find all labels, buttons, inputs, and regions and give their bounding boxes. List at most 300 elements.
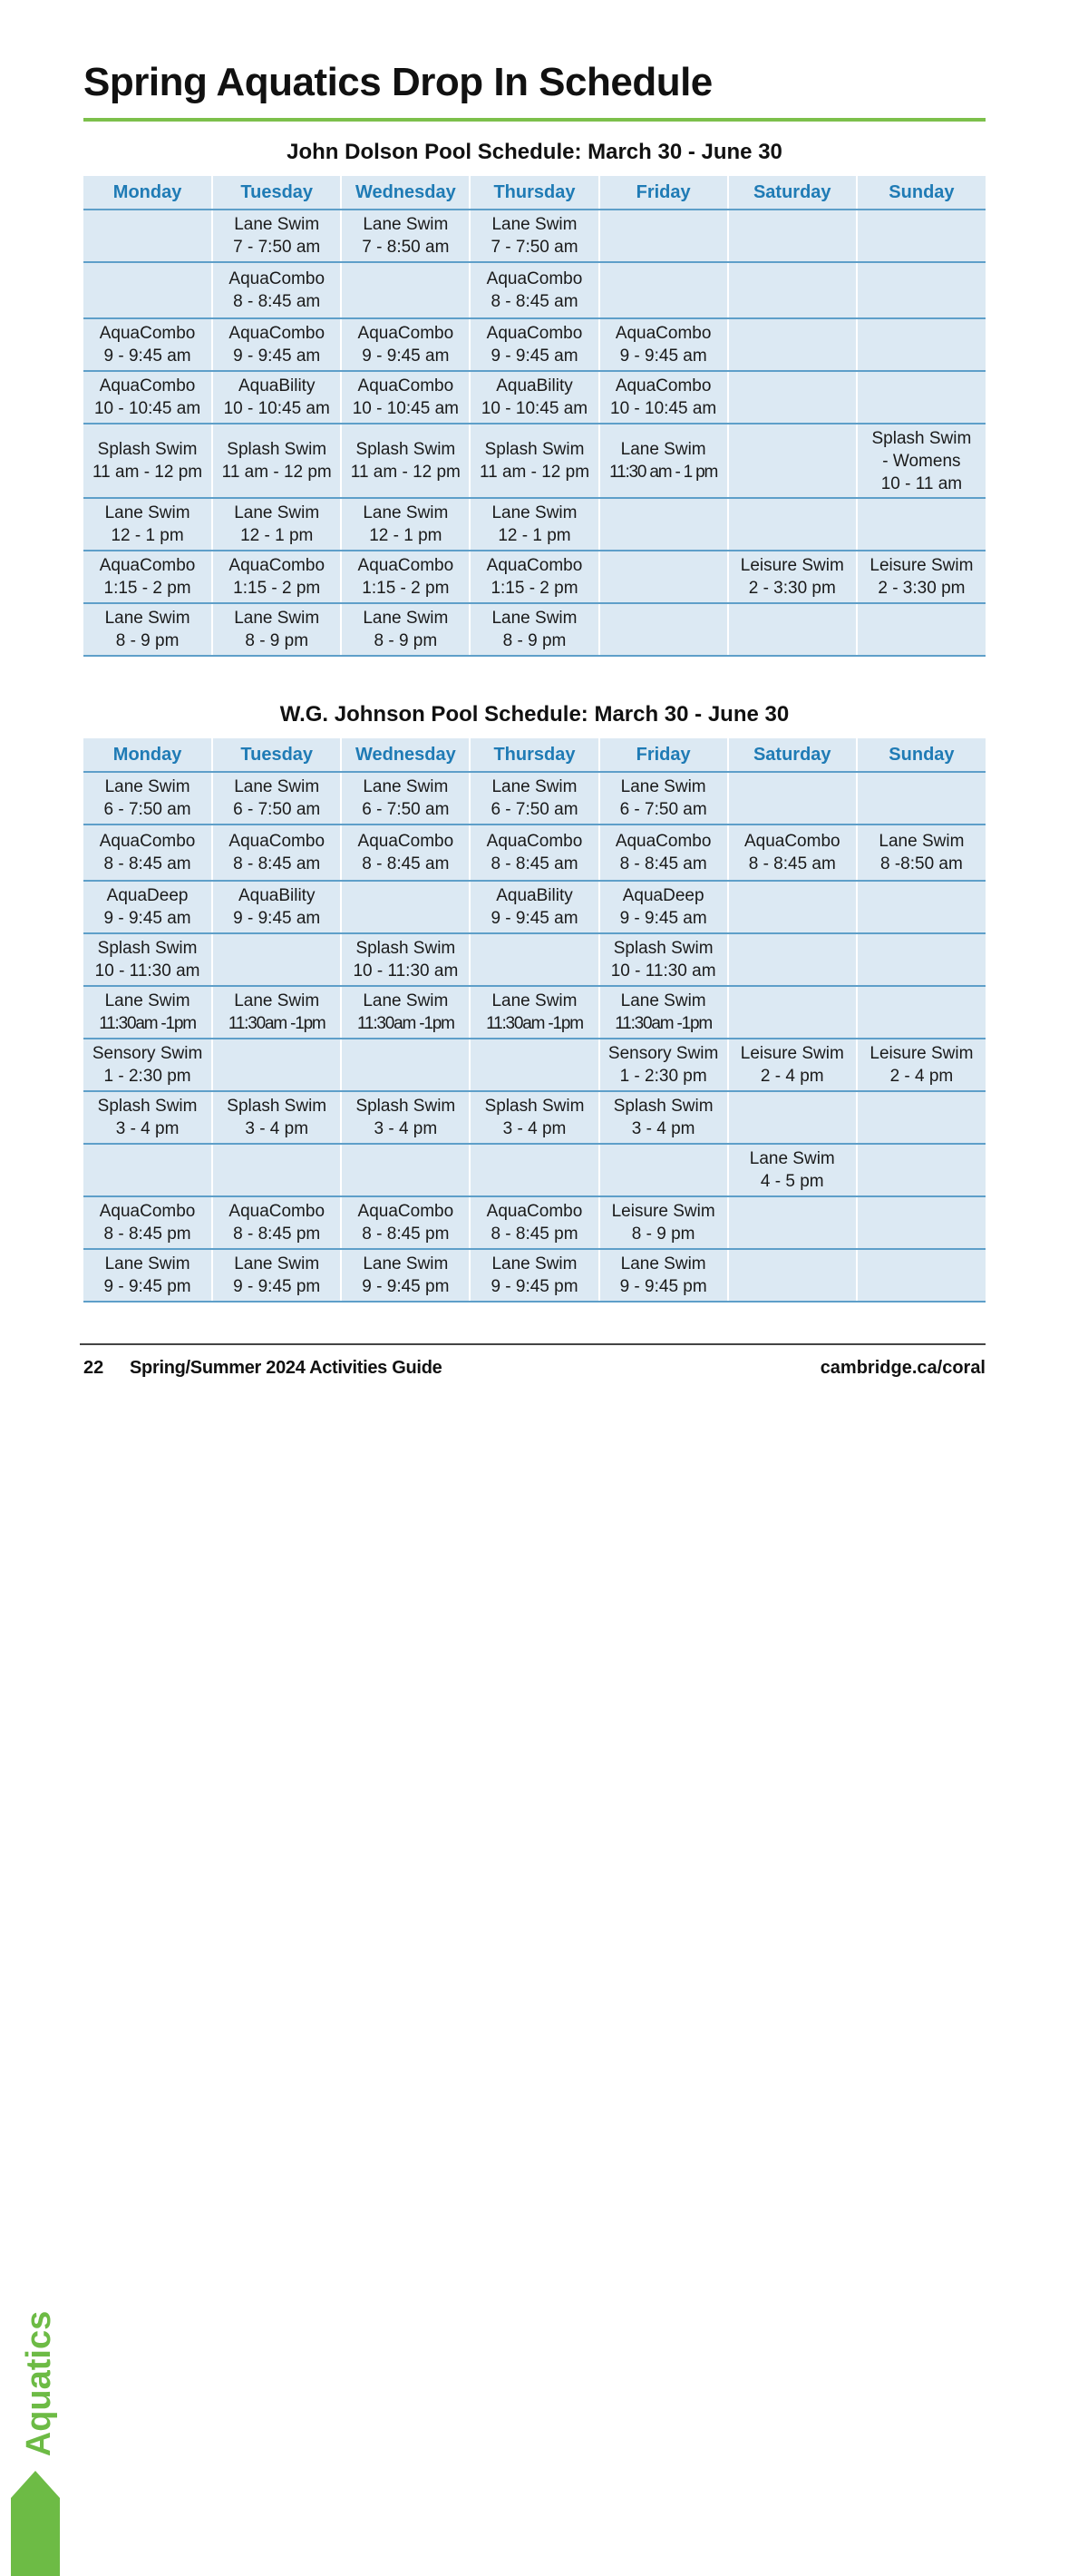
schedule-cell-wednesday [341, 933, 470, 986]
schedule-cell-monday [83, 210, 212, 262]
schedule-cell-friday [599, 210, 728, 262]
day-header-thursday: Thursday [470, 176, 598, 210]
session-name: Splash Swim [484, 440, 585, 459]
day-header-tuesday: Tuesday [212, 738, 341, 772]
schedule-cell-friday [599, 603, 728, 656]
session-name: Splash Swim [484, 1097, 585, 1116]
schedule-cell-monday [83, 1249, 212, 1302]
session-name: Lane Swim [491, 991, 578, 1010]
day-header-saturday: Saturday [728, 738, 857, 772]
schedule-cell-wednesday [341, 881, 470, 933]
schedule-cell-saturday [728, 1091, 857, 1144]
schedule-cell-saturday [728, 1144, 857, 1196]
schedule-cell-monday [83, 933, 212, 986]
session-name: Lane Swim [104, 991, 190, 1010]
table-row [83, 825, 986, 881]
session-time: 8 - 8:45 pm [491, 1225, 578, 1244]
session-name: AquaCombo [357, 832, 454, 851]
schedule-cell-saturday [728, 318, 857, 371]
session-time: 10 - 10:45 am [223, 399, 330, 418]
session-time: 8 - 9 pm [115, 631, 180, 650]
session-time: 7 - 7:50 am [491, 238, 578, 257]
schedule-table [83, 176, 986, 657]
session-name: Sensory Swim [92, 1044, 203, 1063]
schedule-cell-sunday [857, 318, 986, 371]
schedule-cell-friday [599, 498, 728, 551]
schedule-cell-friday [599, 1144, 728, 1196]
schedule-cell-tuesday [212, 1144, 341, 1196]
schedule-cell-tuesday [212, 371, 341, 424]
schedule-cell-thursday [470, 825, 598, 881]
table-row [83, 371, 986, 424]
session-time: 11:30am -1pm [357, 1014, 454, 1033]
session-name: Leisure Swim [869, 556, 974, 575]
day-header-wednesday: Wednesday [341, 176, 470, 210]
session-name: AquaCombo [228, 269, 325, 288]
session-name: AquaCombo [357, 556, 454, 575]
session-time: 10 - 11:30 am [610, 961, 716, 981]
schedule-cell-monday [83, 1144, 212, 1196]
session-name: Lane Swim [234, 503, 320, 522]
schedule-cell-saturday [728, 1039, 857, 1091]
schedule-cell-friday [599, 1196, 728, 1249]
session-time: 12 - 1 pm [111, 526, 184, 545]
schedule-cell-sunday [857, 603, 986, 656]
schedule-cell-tuesday [212, 825, 341, 881]
session-time: 6 - 7:50 am [619, 800, 707, 819]
up-arrow-icon [11, 2471, 60, 2576]
session-time: 11:30am -1pm [486, 1014, 583, 1033]
session-time: 8 - 8:45 am [491, 292, 578, 311]
schedule-cell-sunday [857, 262, 986, 318]
page-number: 22 [83, 1358, 104, 1378]
session-time: 8 - 8:45 am [233, 854, 321, 873]
session-name: Lane Swim [234, 777, 320, 796]
schedule-cell-sunday [857, 881, 986, 933]
schedule-cell-sunday [857, 1196, 986, 1249]
session-name: AquaBility [496, 886, 573, 905]
schedule-cell-monday [83, 603, 212, 656]
session-name: Lane Swim [104, 1254, 190, 1273]
session-name: AquaCombo [615, 832, 712, 851]
session-time: 8 - 8:45 pm [362, 1225, 450, 1244]
day-header-thursday: Thursday [470, 738, 598, 772]
session-name: AquaCombo [99, 1202, 196, 1221]
session-time: 3 - 4 pm [502, 1119, 567, 1138]
session-name: AquaCombo [486, 556, 583, 575]
schedule-cell-saturday [728, 986, 857, 1039]
schedule-title: W.G. Johnson Pool Schedule: March 30 - June 30 [279, 702, 790, 727]
session-name: Leisure Swim [740, 1044, 844, 1063]
section-tab [0, 1152, 62, 2457]
schedule-cell-thursday [470, 603, 598, 656]
schedule-cell-thursday [470, 1249, 598, 1302]
session-name: Lane Swim [363, 609, 449, 628]
session-name: AquaCombo [228, 324, 325, 343]
session-name: Lane Swim [749, 1149, 835, 1168]
schedule-cell-monday [83, 772, 212, 825]
table-row [83, 210, 986, 262]
schedule-cell-thursday [470, 551, 598, 603]
schedule-cell-monday [83, 1196, 212, 1249]
session-time: 10 - 11 am [880, 473, 963, 493]
schedule-cell-saturday [728, 498, 857, 551]
schedule-cell-sunday [857, 498, 986, 551]
schedule-cell-tuesday [212, 318, 341, 371]
schedule-cell-thursday [470, 772, 598, 825]
session-time: 9 - 9:45 am [619, 909, 707, 928]
session-name: Splash Swim [97, 939, 198, 958]
session-name: AquaCombo [743, 832, 840, 851]
schedule-cell-sunday [857, 772, 986, 825]
table-row [83, 498, 986, 551]
session-time: 2 - 4 pm [760, 1067, 824, 1086]
schedule-cell-wednesday [341, 772, 470, 825]
session-name: Lane Swim [620, 440, 706, 459]
session-time: 9 - 9:45 pm [103, 1277, 191, 1296]
website-link[interactable]: cambridge.ca/coral [820, 1358, 986, 1378]
session-time: 8 - 8:45 am [619, 854, 707, 873]
session-name: Splash Swim [613, 1097, 714, 1116]
schedule-cell-saturday [728, 603, 857, 656]
schedule-cell-friday [599, 1249, 728, 1302]
schedule-cell-thursday [470, 933, 598, 986]
session-name: Lane Swim [620, 777, 706, 796]
schedule-cell-monday [83, 318, 212, 371]
schedule-cell-monday [83, 825, 212, 881]
session-name: Lane Swim [363, 215, 449, 234]
schedule-cell-monday [83, 424, 212, 498]
session-name: AquaCombo [228, 1202, 325, 1221]
schedule-cell-sunday [857, 1249, 986, 1302]
schedule-cell-sunday [857, 933, 986, 986]
schedule-cell-sunday [857, 210, 986, 262]
session-name: Lane Swim [104, 777, 190, 796]
schedule-cell-saturday [728, 210, 857, 262]
schedule-cell-saturday [728, 881, 857, 933]
session-name: AquaBility [238, 886, 316, 905]
session-time: 9 - 9:45 am [491, 346, 578, 366]
session-time: 10 - 10:45 am [610, 399, 717, 418]
session-time: 10 - 11:30 am [353, 961, 459, 981]
schedule-cell-saturday [728, 772, 857, 825]
session-time: 9 - 9:45 am [619, 346, 707, 366]
schedule-cell-tuesday [212, 1091, 341, 1144]
session-name: Lane Swim [363, 1254, 449, 1273]
schedule-cell-monday [83, 1091, 212, 1144]
schedule-cell-thursday [470, 1144, 598, 1196]
session-time: 8 - 8:45 am [103, 854, 191, 873]
schedule-cell-wednesday [341, 1249, 470, 1302]
session-name: Splash Swim [355, 939, 456, 958]
session-time: 3 - 4 pm [245, 1119, 309, 1138]
session-name: AquaCombo [486, 269, 583, 288]
schedule-cell-wednesday [341, 825, 470, 881]
session-name: AquaDeep [622, 886, 704, 905]
schedule-cell-monday [83, 551, 212, 603]
day-header-tuesday: Tuesday [212, 176, 341, 210]
session-time: 9 - 9:45 pm [362, 1277, 450, 1296]
session-name: AquaCombo [357, 324, 454, 343]
session-time: 3 - 4 pm [374, 1119, 438, 1138]
schedule-cell-thursday [470, 262, 598, 318]
john-dolson-schedule [83, 136, 986, 657]
session-time: 8 - 8:45 am [491, 854, 578, 873]
session-time: 10 - 10:45 am [481, 399, 588, 418]
table-row [83, 881, 986, 933]
session-time: 6 - 7:50 am [362, 800, 450, 819]
session-name: Lane Swim [879, 832, 965, 851]
session-time: 8 - 9 pm [245, 631, 309, 650]
session-name: AquaDeep [106, 886, 189, 905]
session-name: Leisure Swim [611, 1202, 715, 1221]
session-time: 11 am - 12 pm [350, 463, 461, 482]
schedule-cell-thursday [470, 881, 598, 933]
schedule-cell-wednesday [341, 1196, 470, 1249]
session-time: 3 - 4 pm [631, 1119, 695, 1138]
session-name: Lane Swim [104, 609, 190, 628]
day-header-saturday: Saturday [728, 176, 857, 210]
schedule-cell-thursday [470, 986, 598, 1039]
session-time: 11:30 am - 1 pm [609, 463, 718, 482]
schedule-cell-friday [599, 262, 728, 318]
schedule-cell-monday [83, 986, 212, 1039]
session-time: 7 - 8:50 am [362, 238, 450, 257]
day-header-row [83, 738, 986, 772]
session-time: 2 - 4 pm [889, 1067, 954, 1086]
schedule-cell-tuesday [212, 933, 341, 986]
schedule-cell-saturday [728, 371, 857, 424]
session-name: Lane Swim [104, 503, 190, 522]
session-time: 8 - 8:45 pm [233, 1225, 321, 1244]
wg-johnson-schedule [83, 698, 986, 1303]
guide-title: Spring/Summer 2024 Activities Guide [130, 1358, 442, 1378]
session-time: 8 - 8:45 am [748, 854, 836, 873]
session-name: AquaCombo [228, 832, 325, 851]
schedule-cell-thursday [470, 498, 598, 551]
schedule-cell-friday [599, 1039, 728, 1091]
schedule-cell-friday [599, 318, 728, 371]
schedule-cell-monday [83, 498, 212, 551]
session-time: 12 - 1 pm [240, 526, 314, 545]
session-name: Splash Swim [871, 428, 972, 448]
session-time: 2 - 3:30 pm [748, 579, 836, 598]
session-time: 8 - 9 pm [631, 1225, 695, 1244]
schedule-cell-thursday [470, 1039, 598, 1091]
table-row [83, 772, 986, 825]
session-name: AquaCombo [486, 324, 583, 343]
schedule-cell-sunday [857, 825, 986, 881]
session-name: Splash Swim [613, 939, 714, 958]
schedule-cell-wednesday [341, 603, 470, 656]
session-name: Lane Swim [234, 1254, 320, 1273]
schedule-cell-wednesday [341, 1091, 470, 1144]
schedule-cell-friday [599, 825, 728, 881]
table-row [83, 1249, 986, 1302]
session-time: 10 - 11:30 am [94, 961, 200, 981]
session-time: 9 - 9:45 am [233, 909, 321, 928]
session-name: Lane Swim [491, 215, 578, 234]
session-time: 1 - 2:30 pm [103, 1067, 191, 1086]
session-name: Lane Swim [491, 609, 578, 628]
session-name: Splash Swim [355, 1097, 456, 1116]
schedule-cell-tuesday [212, 881, 341, 933]
session-name: Splash Swim [355, 440, 456, 459]
schedule-cell-thursday [470, 210, 598, 262]
session-time: 9 - 9:45 am [103, 346, 191, 366]
session-name: AquaCombo [357, 1202, 454, 1221]
session-name: Lane Swim [620, 991, 706, 1010]
session-name: Lane Swim [363, 777, 449, 796]
table-row [83, 551, 986, 603]
session-time: 1:15 - 2 pm [103, 579, 191, 598]
schedule-cell-sunday [857, 371, 986, 424]
schedule-cell-thursday [470, 1091, 598, 1144]
session-time: 6 - 7:50 am [233, 800, 321, 819]
schedule-cell-tuesday [212, 262, 341, 318]
session-time: 8 -8:50 am [880, 854, 963, 873]
schedule-cell-wednesday [341, 371, 470, 424]
session-time: 3 - 4 pm [115, 1119, 180, 1138]
table-row [83, 262, 986, 318]
schedule-cell-saturday [728, 933, 857, 986]
session-name: Splash Swim [227, 1097, 327, 1116]
session-time: 11 am - 12 pm [221, 463, 332, 482]
session-time: 11:30am -1pm [228, 1014, 325, 1033]
schedule-cell-tuesday [212, 551, 341, 603]
schedule-cell-wednesday [341, 210, 470, 262]
session-time: 1 - 2:30 pm [619, 1067, 707, 1086]
session-note: - Womens [882, 451, 961, 471]
schedule-cell-thursday [470, 424, 598, 498]
session-time: 2 - 3:30 pm [878, 579, 966, 598]
session-time: 9 - 9:45 pm [233, 1277, 321, 1296]
session-name: Leisure Swim [740, 556, 844, 575]
table-row [83, 424, 986, 498]
schedule-cell-saturday [728, 424, 857, 498]
day-header-row [83, 176, 986, 210]
schedule-cell-tuesday [212, 498, 341, 551]
session-name: Splash Swim [97, 1097, 198, 1116]
schedule-cell-sunday [857, 551, 986, 603]
day-header-monday: Monday [83, 738, 212, 772]
schedule-cell-thursday [470, 371, 598, 424]
session-time: 6 - 7:50 am [491, 800, 578, 819]
schedule-cell-wednesday [341, 262, 470, 318]
session-name: Lane Swim [234, 609, 320, 628]
schedule-cell-tuesday [212, 603, 341, 656]
session-name: Splash Swim [227, 440, 327, 459]
session-name: Lane Swim [620, 1254, 706, 1273]
table-row [83, 603, 986, 656]
schedule-cell-tuesday [212, 1196, 341, 1249]
day-header-friday: Friday [599, 176, 728, 210]
session-time: 9 - 9:45 am [103, 909, 191, 928]
session-time: 12 - 1 pm [369, 526, 442, 545]
session-time: 8 - 8:45 pm [103, 1225, 191, 1244]
schedule-cell-saturday [728, 551, 857, 603]
schedule-cell-tuesday [212, 986, 341, 1039]
schedule-cell-friday [599, 772, 728, 825]
footer-divider [80, 1343, 986, 1345]
schedule-cell-monday [83, 881, 212, 933]
session-name: Lane Swim [491, 1254, 578, 1273]
session-name: AquaCombo [99, 376, 196, 395]
schedule-cell-friday [599, 881, 728, 933]
session-name: Splash Swim [97, 440, 198, 459]
session-time: 4 - 5 pm [760, 1172, 824, 1191]
session-name: AquaCombo [99, 832, 196, 851]
session-time: 11:30am -1pm [99, 1014, 196, 1033]
schedule-cell-tuesday [212, 1249, 341, 1302]
session-time: 10 - 10:45 am [352, 399, 459, 418]
session-name: AquaCombo [228, 556, 325, 575]
schedule-cell-tuesday [212, 424, 341, 498]
session-name: Lane Swim [363, 503, 449, 522]
session-name: Lane Swim [234, 215, 320, 234]
session-name: Lane Swim [234, 991, 320, 1010]
session-time: 8 - 8:45 am [233, 292, 321, 311]
session-time: 9 - 9:45 pm [491, 1277, 578, 1296]
session-name: AquaCombo [615, 324, 712, 343]
schedule-cell-wednesday [341, 318, 470, 371]
session-time: 9 - 9:45 am [362, 346, 450, 366]
session-time: 11 am - 12 pm [92, 463, 203, 482]
schedule-title: John Dolson Pool Schedule: March 30 - June 30 [287, 140, 782, 164]
schedule-cell-wednesday [341, 1144, 470, 1196]
session-time: 6 - 7:50 am [103, 800, 191, 819]
schedule-cell-wednesday [341, 986, 470, 1039]
schedule-cell-wednesday [341, 1039, 470, 1091]
session-name: AquaBility [496, 376, 573, 395]
table-row [83, 318, 986, 371]
session-name: AquaCombo [99, 556, 196, 575]
session-time: 1:15 - 2 pm [362, 579, 450, 598]
session-time: 9 - 9:45 am [491, 909, 578, 928]
session-time: 11:30am -1pm [615, 1014, 712, 1033]
session-name: AquaCombo [486, 832, 583, 851]
schedule-cell-thursday [470, 1196, 598, 1249]
schedule-cell-saturday [728, 1249, 857, 1302]
session-name: AquaCombo [486, 1202, 583, 1221]
table-row [83, 1091, 986, 1144]
session-name: AquaBility [238, 376, 316, 395]
session-time: 12 - 1 pm [498, 526, 571, 545]
session-name: Leisure Swim [869, 1044, 974, 1063]
day-header-sunday: Sunday [857, 738, 986, 772]
table-row [83, 1039, 986, 1091]
section-tab-label: Aquatics [20, 2310, 58, 2457]
schedule-cell-sunday [857, 1144, 986, 1196]
session-name: Lane Swim [491, 777, 578, 796]
schedule-table [83, 738, 986, 1303]
schedule-cell-monday [83, 262, 212, 318]
session-time: 11 am - 12 pm [479, 463, 590, 482]
table-row [83, 1144, 986, 1196]
session-name: Lane Swim [491, 503, 578, 522]
session-time: 8 - 9 pm [502, 631, 567, 650]
session-name: Lane Swim [363, 991, 449, 1010]
schedule-cell-saturday [728, 825, 857, 881]
session-name: Sensory Swim [607, 1044, 719, 1063]
day-header-wednesday: Wednesday [341, 738, 470, 772]
session-time: 8 - 9 pm [374, 631, 438, 650]
session-name: AquaCombo [615, 376, 712, 395]
schedule-cell-sunday [857, 1039, 986, 1091]
schedule-cell-friday [599, 986, 728, 1039]
schedule-cell-sunday [857, 986, 986, 1039]
session-name: AquaCombo [99, 324, 196, 343]
